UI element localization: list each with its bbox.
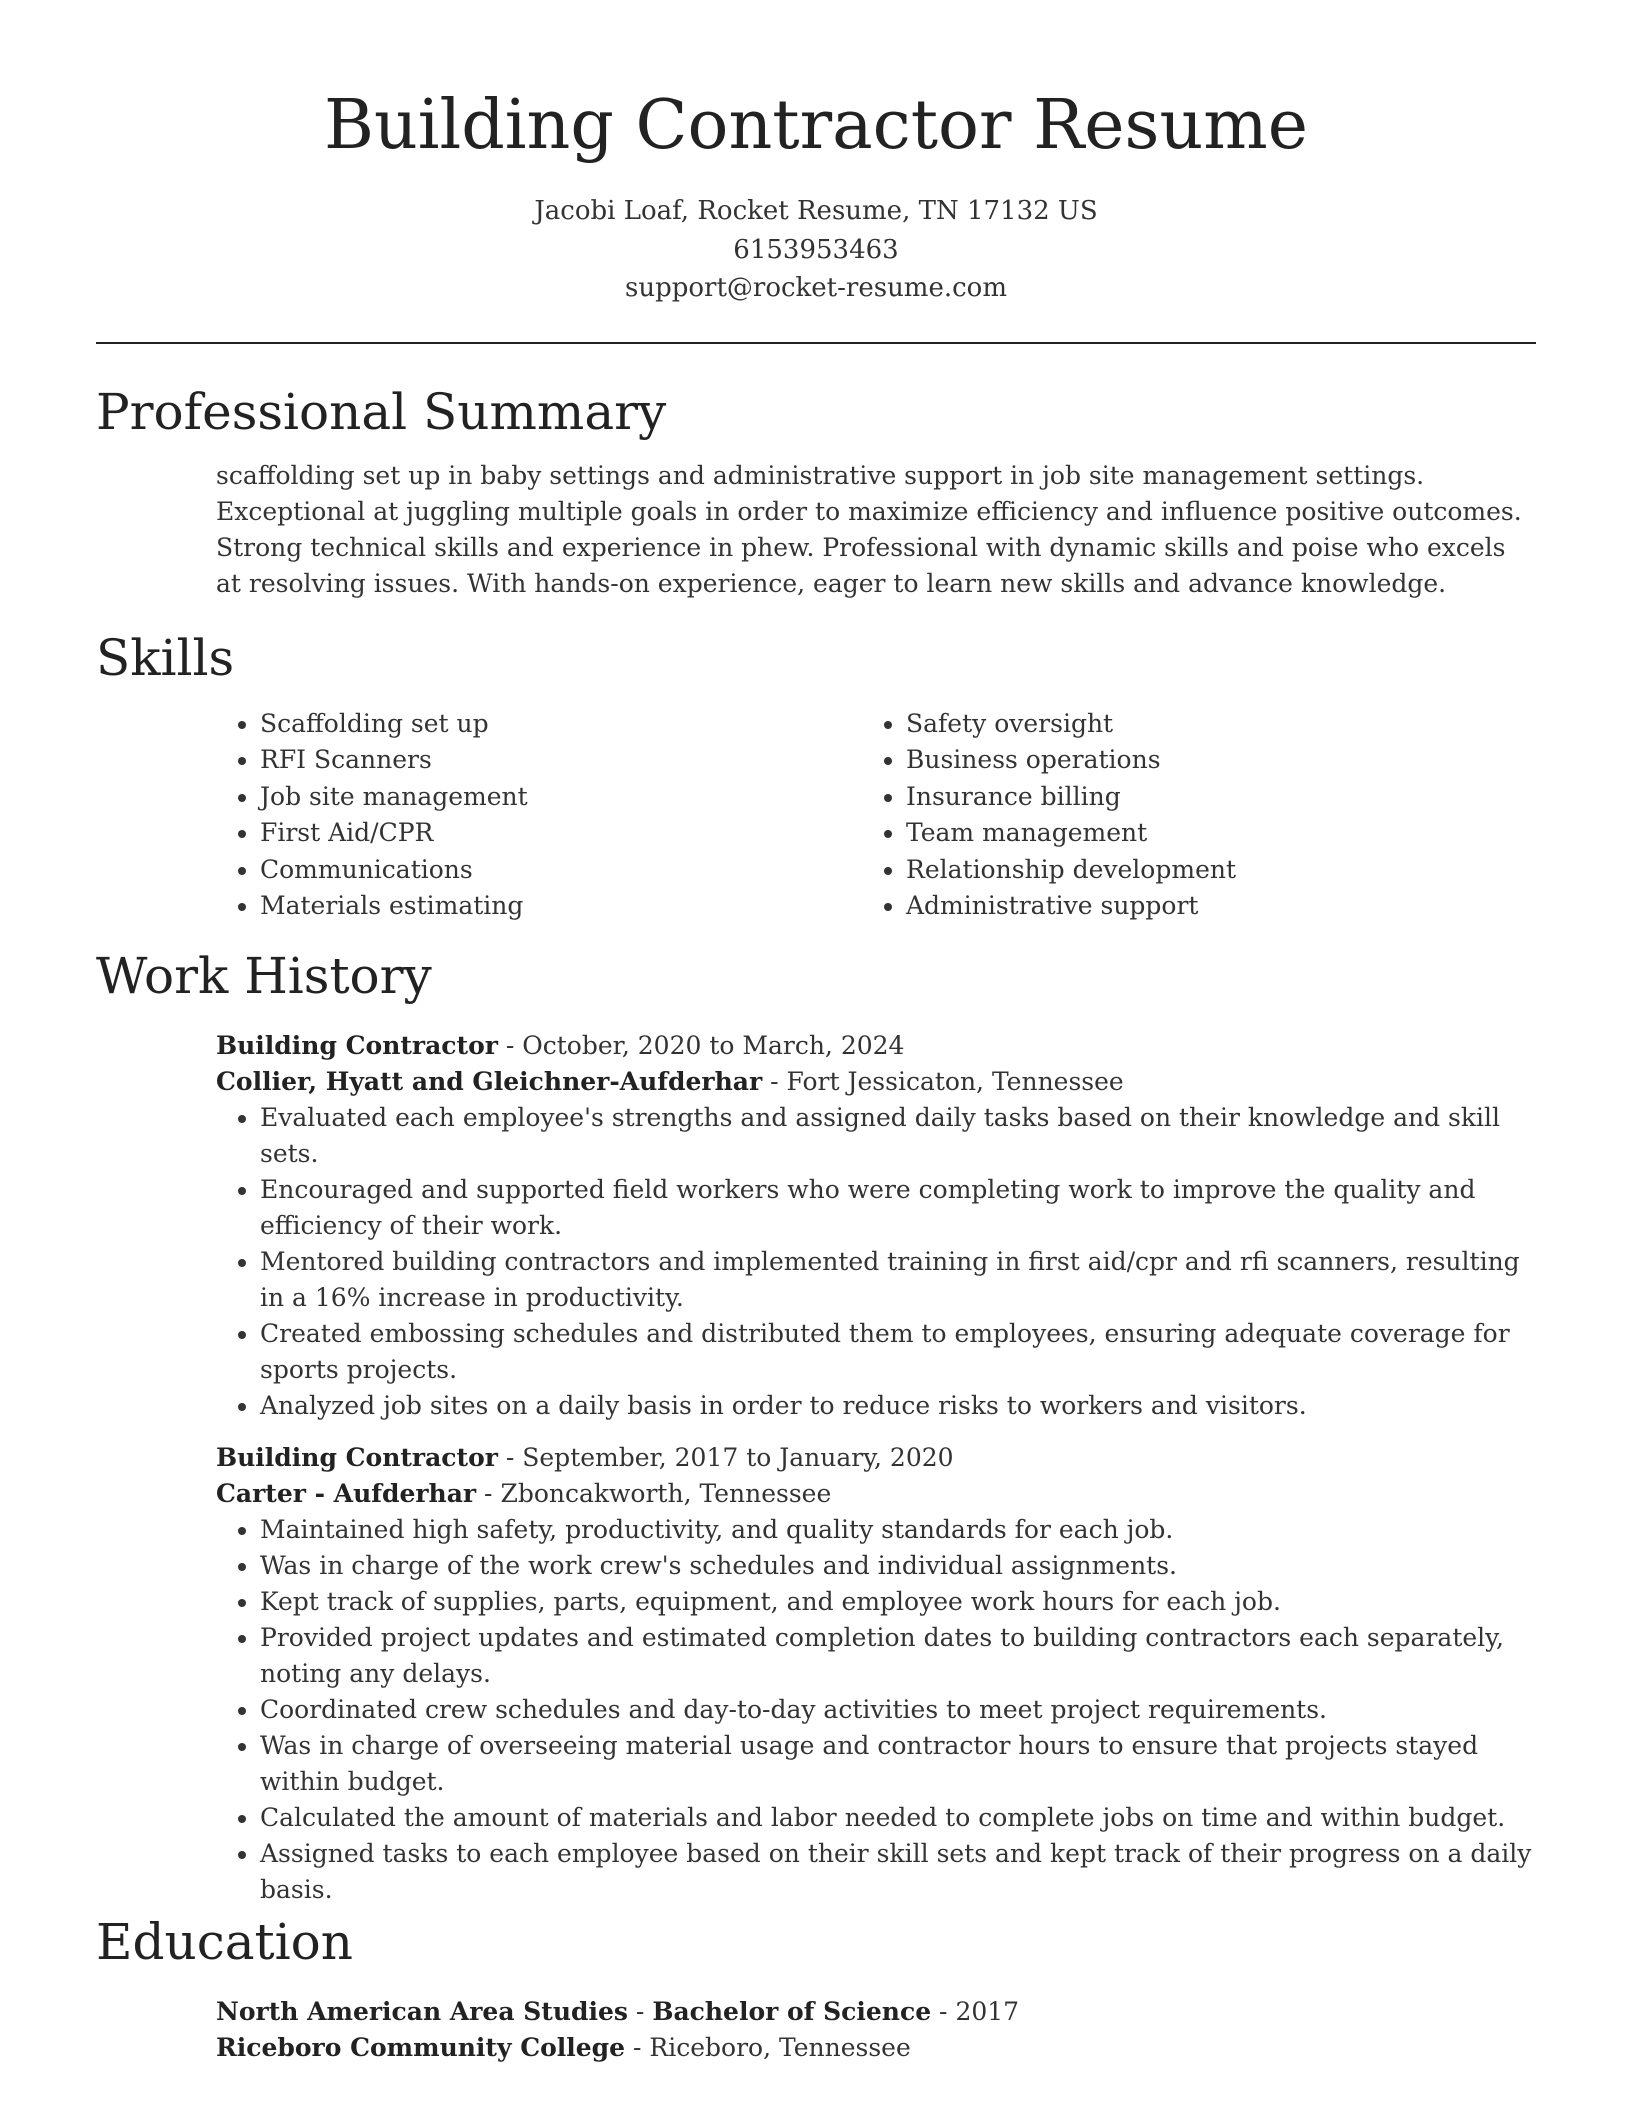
education-school-line: Riceboro Community College - Riceboro, Tennessee (216, 2033, 911, 2062)
job-duty: • Was in charge of overseeing material usage and contractor hours to ensure that projects stayed within budget. (260, 1728, 1536, 1800)
skills-heading: Skills (96, 629, 235, 687)
job-duty: • Encouraged and supported field workers who were completing work to improve the quality and efficiency of their work. (260, 1172, 1536, 1244)
education-degree: Bachelor of Science (652, 1997, 932, 2026)
resume-title: Building Contractor Resume (324, 86, 1308, 165)
contact-address: Jacobi Loaf, Rocket Resume, TN 17132 US (534, 196, 1098, 226)
contact-phone: 6153953463 (733, 234, 899, 265)
contact-email: support@rocket-resume.com (624, 273, 1007, 303)
job-title-line: Building Contractor - October, 2020 to March, 2024 (216, 1031, 905, 1060)
job-duties (216, 1100, 1536, 1424)
job-duty: • Calculated the amount of materials and labor needed to complete jobs on time and within budget. (260, 1800, 1536, 1836)
skills-column-left (216, 706, 816, 924)
skill-item: • Materials estimating (260, 888, 816, 924)
contact-info (0, 192, 1632, 308)
skill-item: • Team management (906, 815, 1462, 851)
job-duty: • Maintained high safety, productivity, and quality standards for each job. (260, 1512, 1536, 1548)
skill-item: • Scaffolding set up (260, 706, 816, 742)
job-title-line: Building Contractor - September, 2017 to January, 2020 (216, 1443, 954, 1472)
job-company: Carter - Aufderhar (216, 1479, 477, 1508)
skill-item: • Safety oversight (906, 706, 1462, 742)
skill-item: • Job site management (260, 779, 816, 815)
job-title: Building Contractor (216, 1443, 498, 1472)
job-duty: • Evaluated each employee's strengths and assigned daily tasks based on their knowledge and skill sets. (260, 1100, 1536, 1172)
header-divider (96, 342, 1536, 344)
education-location: Riceboro, Tennessee (649, 2033, 911, 2062)
summary-heading: Professional Summary (96, 383, 667, 441)
job-location: Zboncakworth, Tennessee (500, 1479, 832, 1508)
skill-item: • Business operations (906, 742, 1462, 778)
job-duty: • Kept track of supplies, parts, equipment, and employee work hours for each job. (260, 1584, 1536, 1620)
education-field: North American Area Studies (216, 1997, 628, 2026)
job-title: Building Contractor (216, 1031, 498, 1060)
job-location: Fort Jessicaton, Tennessee (786, 1067, 1124, 1096)
job-entry (216, 1028, 1536, 1424)
job-duty: • Mentored building contractors and implemented training in first aid/cpr and rfi scanners, resulting in a 16% increase in productivity. (260, 1244, 1536, 1316)
summary-text: scaffolding set up in baby settings and administrative support in job site management settings. Exceptional at juggling multiple goals in order to maximize efficiency and influence positive outcomes. Strong technical skills and experience in phew. Professional with dynamic skills and poise who excels at resolving issues. With hands-on experience, eager to learn new skills and advance knowledge. (216, 461, 1522, 598)
job-dates: September, 2017 to January, 2020 (522, 1443, 954, 1472)
job-duty: • Analyzed job sites on a daily basis in order to reduce risks to workers and visitors. (260, 1388, 1536, 1424)
job-duties (216, 1512, 1536, 1908)
education-year: 2017 (955, 1997, 1020, 2026)
job-duty: • Assigned tasks to each employee based on their skill sets and kept track of their progress on a daily basis. (260, 1836, 1536, 1908)
skill-item: • Communications (260, 852, 816, 888)
job-duty: • Coordinated crew schedules and day-to-day activities to meet project requirements. (260, 1692, 1536, 1728)
education-degree-line: North American Area Studies - Bachelor of Science - 2017 (216, 1997, 1020, 2026)
job-duty: • Provided project updates and estimated completion dates to building contractors each separately, noting any delays. (260, 1620, 1536, 1692)
job-company-line: Collier, Hyatt and Gleichner-Aufderhar - Fort Jessicaton, Tennessee (216, 1067, 1124, 1096)
job-company: Collier, Hyatt and Gleichner-Aufderhar (216, 1067, 763, 1096)
skill-item: • Relationship development (906, 852, 1462, 888)
education-entry (216, 1994, 1536, 2066)
job-duty: • Was in charge of the work crew's schedules and individual assignments. (260, 1548, 1536, 1584)
summary-section (216, 458, 1536, 602)
skill-item: • RFI Scanners (260, 742, 816, 778)
job-company-line: Carter - Aufderhar - Zboncakworth, Tennessee (216, 1479, 832, 1508)
job-dates: October, 2020 to March, 2024 (522, 1031, 905, 1060)
skills-column-right (862, 706, 1462, 924)
skill-item: • Administrative support (906, 888, 1462, 924)
work-history-heading: Work History (96, 947, 432, 1005)
skill-item: • Insurance billing (906, 779, 1462, 815)
education-school: Riceboro Community College (216, 2033, 626, 2062)
job-duty: • Created embossing schedules and distributed them to employees, ensuring adequate coverage for sports projects. (260, 1316, 1536, 1388)
job-entry (216, 1440, 1536, 1908)
skill-item: • First Aid/CPR (260, 815, 816, 851)
education-heading: Education (96, 1913, 353, 1971)
